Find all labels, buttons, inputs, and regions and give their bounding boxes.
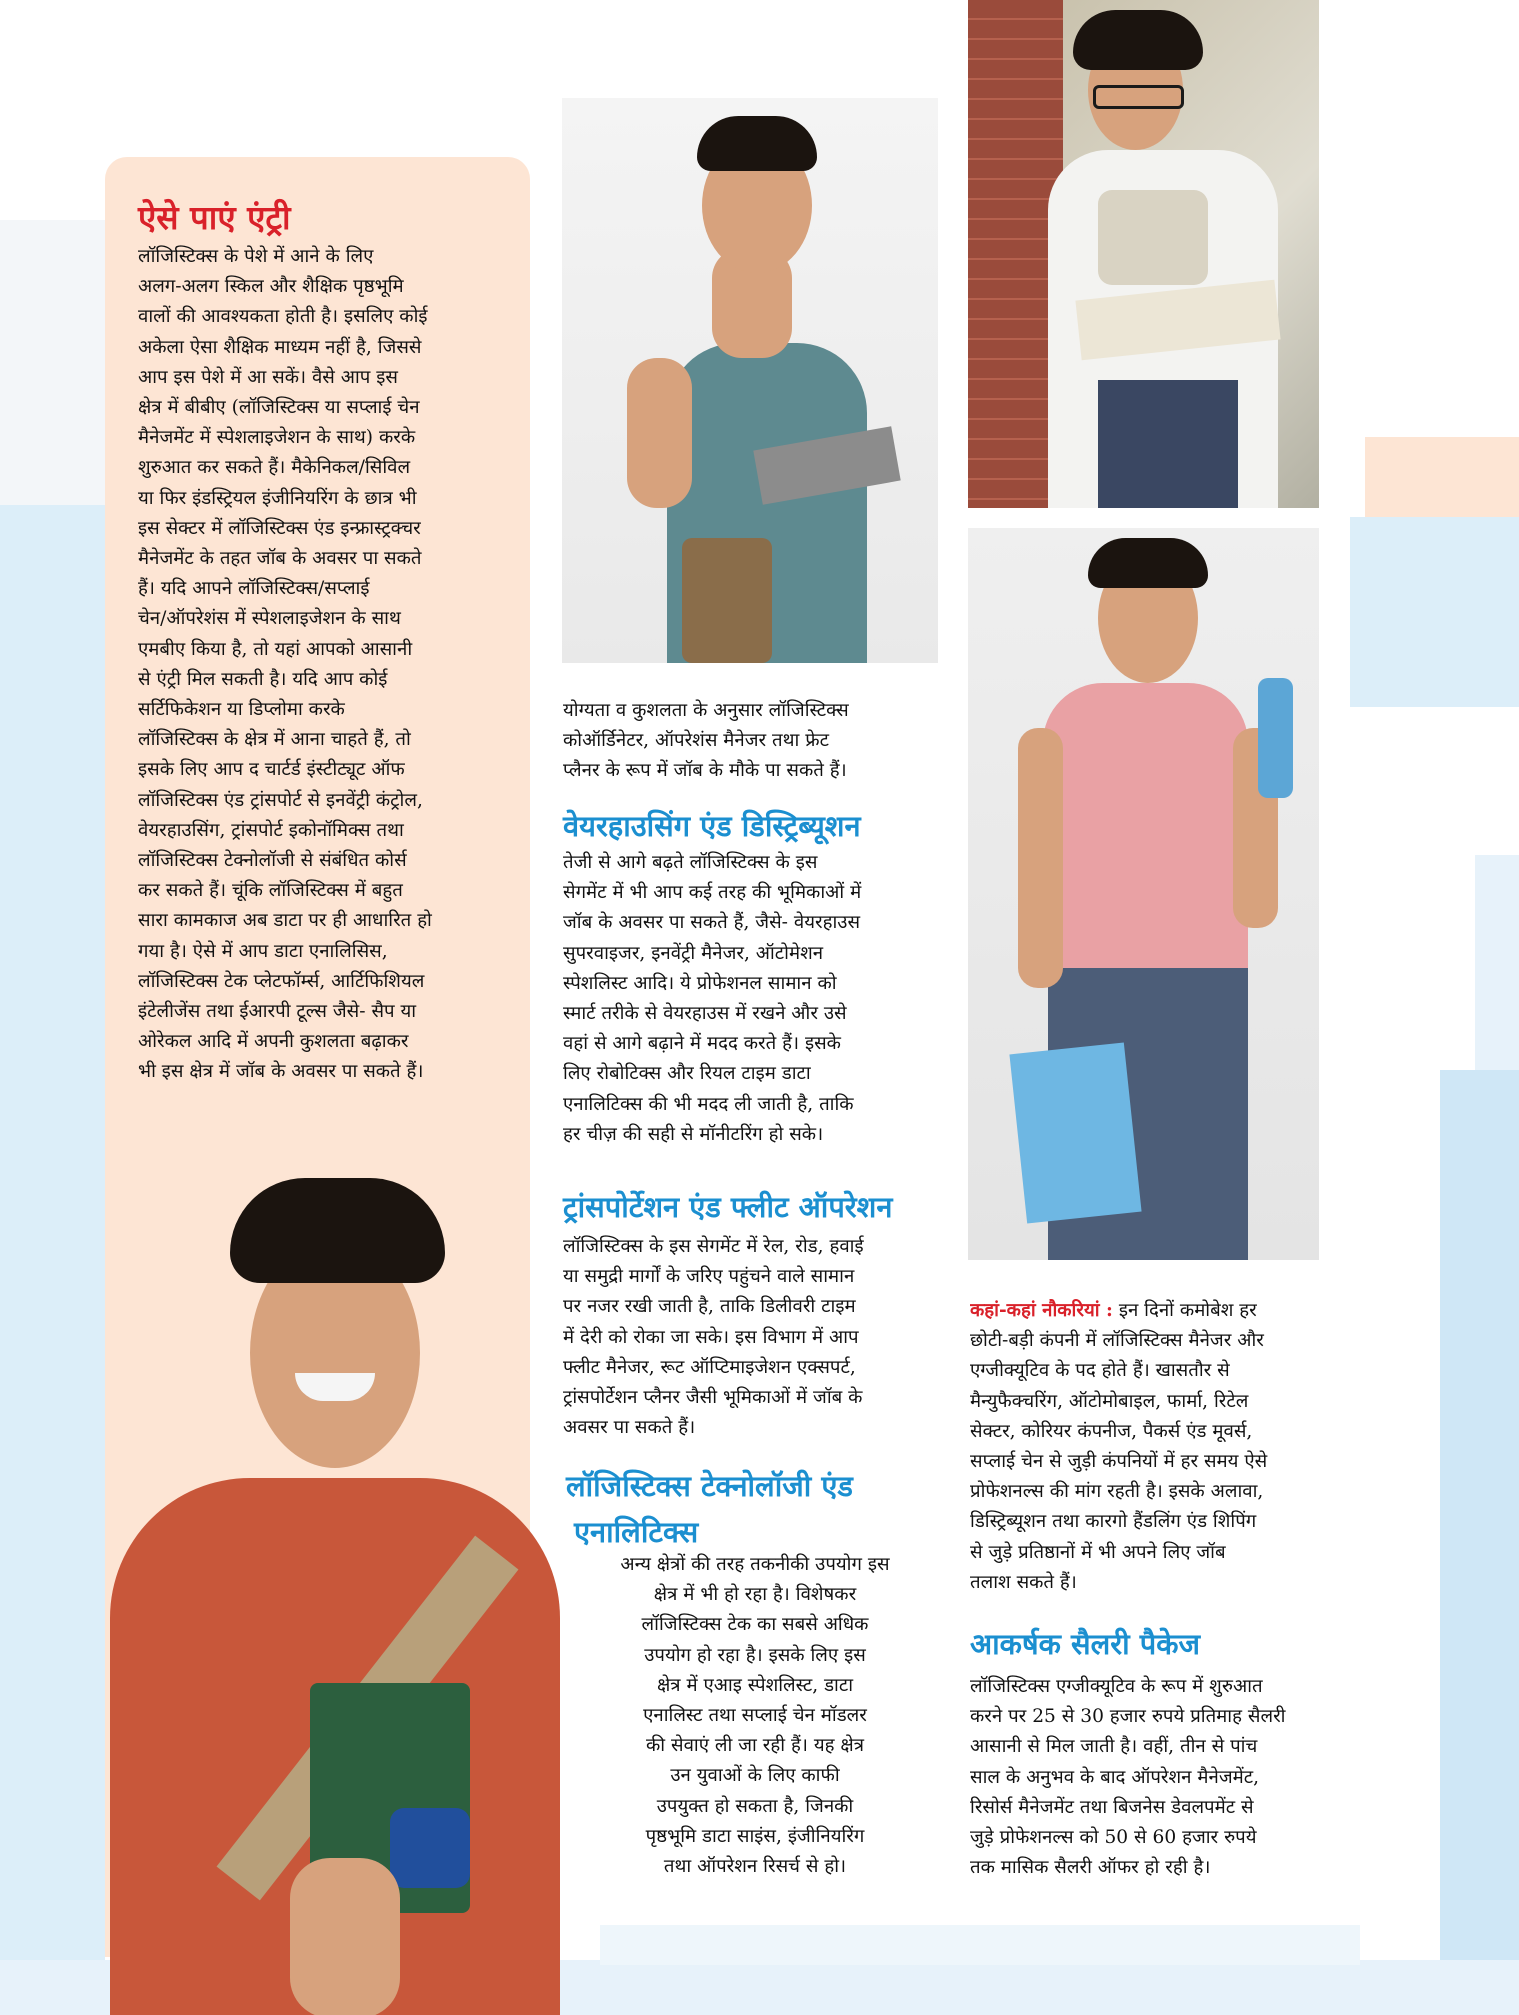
entry-heading: ऐसे पाएं एंट्री (138, 198, 291, 237)
entry-line: इस सेक्टर में लॉजिस्टिक्स एंड इन्फ्रास्ट्रक्चर (138, 517, 421, 539)
jobs-line: से जुड़े प्रतिष्ठानों में भी अपने लिए जॉब (970, 1541, 1226, 1563)
tech-line: उपयोग हो रहा है। इसके लिए इस (644, 1644, 866, 1666)
tech-line: उन युवाओं के लिए काफी (670, 1765, 840, 1787)
transport-body (563, 1232, 943, 1443)
entry-line: कर सकते हैं। चूंकि लॉजिस्टिक्स में बहुत (138, 880, 403, 902)
entry-line: क्षेत्र में बीबीए (लॉजिस्टिक्स या सप्लाई चेन (138, 397, 420, 419)
entry-line: ओरेकल आदि में अपनी कुशलता बढ़ाकर (138, 1031, 409, 1053)
intro-body (563, 696, 943, 787)
photo-student-thumbs-up (562, 98, 938, 663)
warehousing-line: तेजी से आगे बढ़ते लॉजिस्टिक्स के इस (563, 852, 818, 873)
transport-heading: ट्रांसपोर्टेशन एंड फ्लीट ऑपरेशन (563, 1190, 893, 1224)
entry-line: लॉजिस्टिक्स टेक प्लेटफॉर्म्स, आर्टिफिशियल (138, 970, 425, 992)
entry-line: लॉजिस्टिक्स टेक्नोलॉजी से संबंधित कोर्स (138, 850, 407, 872)
warehousing-line: स्पेशलिस्ट आदि। ये प्रोफेशनल सामान को (563, 972, 837, 994)
intro-line: कोऑर्डिनेटर, ऑपरेशंस मैनेजर तथा फ्रेट (563, 730, 829, 752)
entry-line: लॉजिस्टिक्स एंड ट्रांसपोर्ट से इनवेंट्री कंट्रोल, (138, 789, 423, 811)
warehousing-line: हर चीज़ की सही से मॉनीटरिंग हो सके। (563, 1123, 824, 1145)
jobs-line: डिस्ट्रिब्यूशन तथा कारगो हैंडलिंग एंड शिपिंग (970, 1511, 1257, 1533)
tech-line: क्षेत्र में एआइ स्पेशलिस्ट, डाटा (656, 1674, 854, 1696)
entry-line: वेयरहाउसिंग, ट्रांसपोर्ट इकोनॉमिक्स तथा (138, 819, 404, 841)
entry-line: इंटेलीजेंस तथा ईआरपी टूल्स जैसे- सैप या (138, 1001, 417, 1023)
entry-line: हैं। यदि आपने लॉजिस्टिक्स/सप्लाई (138, 578, 370, 600)
entry-line: से एंट्री मिल सकती है। यदि आप कोई (138, 668, 388, 690)
entry-line: एमबीए किया है, तो यहां आपको आसानी (138, 638, 413, 660)
photo-student-pink-polo (968, 528, 1319, 1260)
entry-line: मैनेजमेंट के तहत जॉब के अवसर पा सकते (138, 548, 422, 570)
transport-line: अवसर पा सकते हैं। (563, 1417, 696, 1439)
entry-line: मैनेजमेंट में स्पेशलाइजेशन के साथ) करके (138, 427, 416, 449)
bg-band-right-blue (1350, 517, 1519, 707)
intro-line: योग्यता व कुशलता के अनुसार लॉजिस्टिक्स (563, 700, 849, 721)
tech-heading-line1: लॉजिस्टिक्स टेक्नोलॉजी एंड (566, 1469, 853, 1503)
tech-line: क्षेत्र में भी हो रहा है। विशेषकर (653, 1584, 857, 1606)
salary-line: जुड़े प्रोफेशनल्स को 50 से 60 हजार रुपये (970, 1827, 1257, 1849)
intro-line: प्लैनर के रूप में जॉब के मौके पा सकते हैं। (563, 760, 847, 782)
jobs-first-line (970, 1296, 1350, 1326)
transport-line: पर नजर रखी जाती है, ताकि डिलीवरी टाइम (563, 1296, 856, 1318)
salary-line: करने पर 25 से 30 हजार रुपये प्रतिमाह सैलरी (970, 1706, 1286, 1728)
tech-line: उपयुक्त हो सकता है, जिनकी (656, 1795, 854, 1817)
tech-heading-line2: एनालिटिक्स (574, 1515, 699, 1549)
entry-line: सर्टिफिकेशन या डिप्लोमा करके (138, 699, 345, 721)
warehousing-line: सुपरवाइजर, इनवेंट्री मैनेजर, ऑटोमेशन (563, 942, 824, 964)
photo-student-smiling (60, 1178, 610, 2015)
warehousing-line: स्मार्ट तरीके से वेयरहाउस में रखने और उसे (563, 1003, 847, 1025)
entry-line: इसके लिए आप द चार्टर्ड इंस्टीट्यूट ऑफ (138, 759, 405, 781)
entry-line: वालों की आवश्यकता होती है। इसलिए कोई (138, 306, 428, 328)
jobs-body (970, 1296, 1350, 1598)
salary-line: लॉजिस्टिक्स एग्जीक्यूटिव के रूप में शुरुआत (970, 1676, 1263, 1697)
tech-line: की सेवाएं ली जा रही हैं। यह क्षेत्र (646, 1735, 864, 1757)
tech-line: तथा ऑपरेशन रिसर्च से हो। (663, 1856, 847, 1878)
salary-heading: आकर्षक सैलरी पैकेज (970, 1627, 1201, 1661)
photo-student-reading (968, 0, 1319, 508)
tech-line: एनालिस्ट तथा सप्लाई चेन मॉडलर (643, 1705, 867, 1727)
salary-line: तक मासिक सैलरी ऑफर हो रही है। (970, 1857, 1211, 1879)
salary-line: आसानी से मिल जाती है। वहीं, तीन से पांच (970, 1736, 1258, 1758)
bg-band-bottom-inner (600, 1925, 1360, 1965)
jobs-line: तलाश सकते हैं। (970, 1571, 1077, 1593)
salary-body (970, 1672, 1350, 1883)
entry-line: अकेला ऐसा शैक्षिक माध्यम नहीं है, जिससे (138, 336, 422, 358)
jobs-label: कहां-कहां नौकरियां : (970, 1300, 1113, 1321)
jobs-line: छोटी-बड़ी कंपनी में लॉजिस्टिक्स मैनेजर और (970, 1330, 1264, 1352)
jobs-line: प्रोफेशनल्स की मांग रहती है। इसके अलावा, (970, 1481, 1264, 1503)
jobs-first-line-rest: इन दिनों कमोबेश हर (1112, 1300, 1257, 1321)
jobs-line: एग्जीक्यूटिव के पद होते हैं। खासतौर से (970, 1360, 1230, 1382)
entry-line: अलग-अलग स्किल और शैक्षिक पृष्ठभूमि (138, 276, 404, 298)
warehousing-body (563, 848, 943, 1150)
jobs-line: सेक्टर, कोरियर कंपनीज, पैकर्स एंड मूवर्स, (970, 1420, 1253, 1442)
entry-line: चेन/ऑपरेशंस में स्पेशलाइजेशन के साथ (138, 608, 401, 630)
bg-band-right-sky-2 (1475, 855, 1519, 1070)
entry-line: भी इस क्षेत्र में जॉब के अवसर पा सकते हैं। (138, 1061, 424, 1083)
warehousing-line: लिए रोबोटिक्स और रियल टाइम डाटा (563, 1063, 811, 1085)
warehousing-line: वहां से आगे बढ़ाने में मदद करते हैं। इसके (563, 1033, 841, 1055)
transport-line: फ्लीट मैनेजर, रूट ऑप्टिमाइजेशन एक्सपर्ट, (563, 1356, 856, 1378)
warehousing-line: सेगमेंट में भी आप कई तरह की भूमिकाओं में (563, 882, 862, 904)
tech-body (590, 1550, 920, 1882)
salary-line: साल के अनुभव के बाद ऑपरेशन मैनेजमेंट, (970, 1766, 1260, 1788)
transport-line: या समुद्री मार्गों के जरिए पहुंचने वाले सामान (563, 1266, 855, 1288)
entry-line: सारा कामकाज अब डाटा पर ही आधारित हो (138, 910, 432, 932)
jobs-line: सप्लाई चेन से जुड़ी कंपनियों में हर समय ऐसे (970, 1451, 1268, 1473)
entry-line: आप इस पेशे में आ सकें। वैसे आप इस (138, 366, 398, 388)
transport-line: में देरी को रोका जा सके। इस विभाग में आप (563, 1326, 859, 1348)
entry-line: या फिर इंडस्ट्रियल इंजीनियरिंग के छात्र भी (138, 487, 417, 509)
bg-band-left-white (0, 220, 105, 505)
warehousing-line: एनालिटिक्स की भी मदद ली जाती है, ताकि (563, 1093, 854, 1115)
transport-line: ट्रांसपोर्टेशन प्लैनर जैसी भूमिकाओं में जॉब के (563, 1387, 863, 1409)
entry-body (138, 242, 510, 1088)
tech-line: लॉजिस्टिक्स टेक का सबसे अधिक (641, 1614, 869, 1636)
salary-line: रिसोर्स मैनेजमेंट तथा बिजनेस डेवलपमेंट से (970, 1796, 1254, 1818)
bg-band-right-peach (1365, 437, 1519, 517)
warehousing-line: जॉब के अवसर पा सकते हैं, जैसे- वेयरहाउस (563, 912, 861, 934)
entry-line: लॉजिस्टिक्स के पेशे में आने के लिए (138, 246, 374, 267)
tech-line: पृष्ठभूमि डाटा साइंस, इंजीनियरिंग (645, 1825, 865, 1847)
bg-band-right-sky (1440, 1070, 1519, 2015)
transport-line: लॉजिस्टिक्स के इस सेगमेंट में रेल, रोड, हवाई (563, 1236, 864, 1257)
tech-line: अन्य क्षेत्रों की तरह तकनीकी उपयोग इस (620, 1554, 890, 1575)
warehousing-heading: वेयरहाउसिंग एंड डिस्ट्रिब्यूशन (563, 809, 861, 843)
entry-line: लॉजिस्टिक्स के क्षेत्र में आना चाहते हैं, तो (138, 729, 411, 751)
jobs-line: मैन्युफैक्चरिंग, ऑटोमोबाइल, फार्मा, रिटेल (970, 1390, 1249, 1412)
entry-line: गया है। ऐसे में आप डाटा एनालिसिस, (138, 940, 388, 962)
entry-line: शुरुआत कर सकते हैं। मैकेनिकल/सिविल (138, 457, 411, 479)
